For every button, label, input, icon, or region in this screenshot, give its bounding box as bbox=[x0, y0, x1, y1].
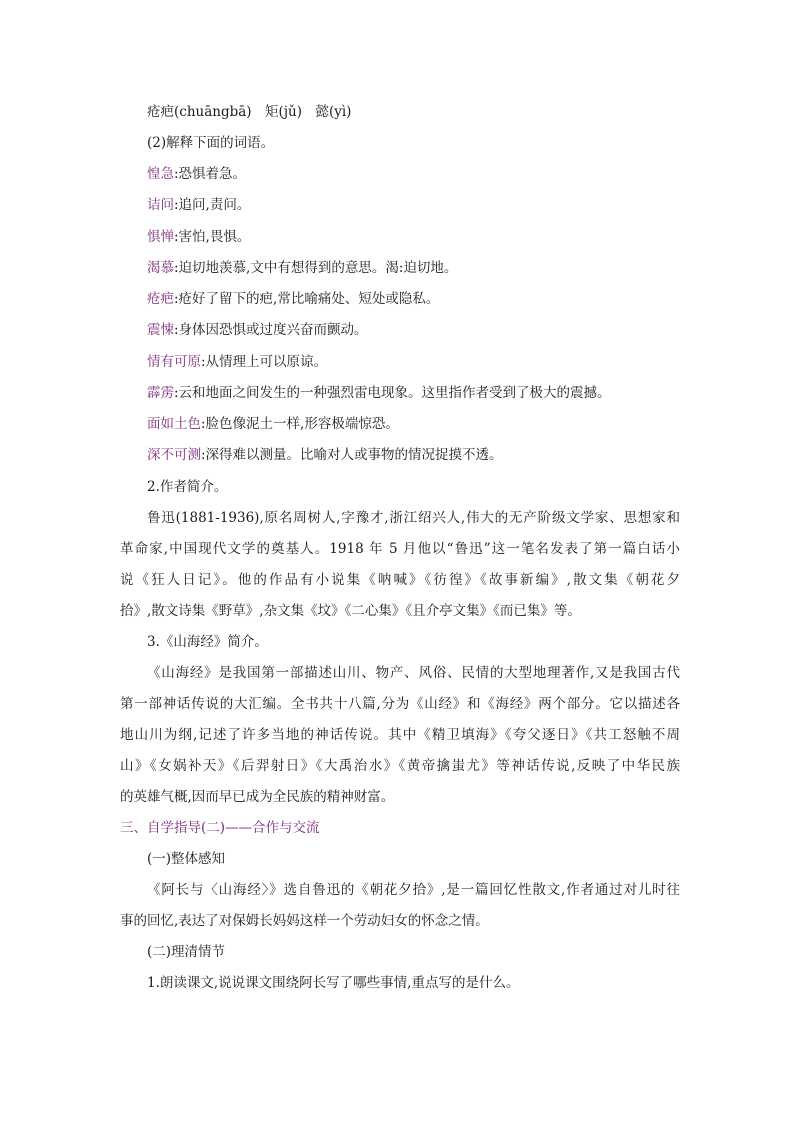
vocab-term: 惶急 bbox=[147, 166, 174, 182]
vocab-definition: :疮好了留下的疤,常比喻痛处、短处或隐私。 bbox=[174, 291, 440, 307]
vocab-item bbox=[147, 289, 680, 309]
vocab-term: 震悚 bbox=[147, 322, 174, 338]
author-paragraph-line: 鲁迅(1881-1936),原名周树人,字豫才,浙江绍兴人,伟大的无产阶级文学家、思想家和 bbox=[147, 510, 680, 526]
vocab-section-title: (2)解释下面的词语。 bbox=[147, 135, 275, 151]
overall-paragraph-line: 事的回忆,表达了对保姆长妈妈这样一个劳动妇女的怀念之情。 bbox=[120, 913, 489, 929]
vocab-definition: :云和地面之间发生的一种强烈雷电现象。这里指作者受到了极大的震撼。 bbox=[174, 385, 611, 401]
vocab-term: 惧惮 bbox=[147, 229, 174, 245]
vocab-item bbox=[147, 320, 680, 340]
shanhaijing-paragraph-line: 的英雄气概,因而早已成为全民族的精神财富。 bbox=[120, 789, 395, 805]
plot-title: (二)理清情节 bbox=[147, 944, 226, 960]
vocab-definition: :恐惧着急。 bbox=[174, 166, 247, 182]
vocab-definition: :深得难以测量。比喻对人或事物的情况捉摸不透。 bbox=[201, 447, 503, 463]
shanhaijing-intro-title: 3.《山海经》简介。 bbox=[147, 634, 268, 650]
shanhaijing-paragraph-line: 《山海经》是我国第一部描述山川、物产、风俗、民情的大型地理著作,又是我国古代 bbox=[147, 665, 680, 681]
vocab-item bbox=[147, 352, 680, 372]
author-paragraph-line: 拾》,散文诗集《野草》,杂文集《坟》《二心集》《且介亭文集》《而已集》等。 bbox=[120, 603, 581, 619]
vocab-item bbox=[147, 258, 680, 278]
author-intro-title: 2.作者简介。 bbox=[147, 479, 228, 495]
vocab-term: 渴慕 bbox=[147, 260, 174, 276]
plot-question: 1.朗读课文,说说课文围绕阿长写了哪些事情,重点写的是什么。 bbox=[147, 975, 520, 991]
vocab-item bbox=[147, 445, 680, 465]
vocab-item bbox=[147, 227, 680, 247]
vocab-term: 深不可测 bbox=[147, 447, 201, 463]
author-paragraph-line: 说《狂人日记》。他的作品有小说集《呐喊》《彷徨》《故事新编》,散文集《朝花夕 bbox=[120, 572, 680, 588]
vocab-term: 诘问 bbox=[147, 197, 174, 213]
shanhaijing-paragraph-line: 山》《女娲补天》《后羿射日》《大禹治水》《黄帝擒蚩尤》等神话传说,反映了中华民族 bbox=[120, 758, 680, 774]
vocab-item bbox=[147, 414, 680, 434]
vocab-term: 情有可原 bbox=[147, 354, 201, 370]
shanhaijing-paragraph-line: 地山川为纲,记述了许多当地的神话传说。其中《精卫填海》《夸父逐日》《共工怒触不周 bbox=[120, 727, 680, 743]
shanhaijing-paragraph-line: 第一部神话传说的大汇编。全书共十八篇,分为《山经》和《海经》两个部分。它以描述各 bbox=[120, 696, 680, 712]
author-paragraph-line: 革命家,中国现代文学的奠基人。1918 年 5 月他以“鲁迅”这一笔名发表了第一篇白话小 bbox=[120, 541, 680, 557]
vocab-definition: :追问,责问。 bbox=[174, 197, 251, 213]
vocab-definition: :害怕,畏惧。 bbox=[174, 229, 251, 245]
vocab-definition: :脸色像泥土一样,形容极端惊恐。 bbox=[201, 416, 399, 432]
vocab-term: 疮疤 bbox=[147, 291, 174, 307]
section-three-heading: 三、自学指导(二)——合作与交流 bbox=[120, 820, 320, 836]
overall-paragraph-line: 《阿长与〈山海经〉》选自鲁迅的《朝花夕拾》,是一篇回忆性散文,作者通过对儿时往 bbox=[147, 882, 680, 898]
vocab-term: 面如土色 bbox=[147, 416, 201, 432]
vocab-definition: :从情理上可以原谅。 bbox=[201, 354, 328, 370]
overall-perception-title: (一)整体感知 bbox=[147, 851, 226, 867]
vocab-term: 霹雳 bbox=[147, 385, 174, 401]
vocab-definition: :身体因恐惧或过度兴奋而颤动。 bbox=[174, 322, 368, 338]
pronunciation-line: 疮疤(chuāngbā) 矩(jǔ) 懿(yì) bbox=[147, 104, 352, 120]
vocab-item bbox=[147, 164, 680, 184]
vocab-item bbox=[147, 383, 680, 403]
vocab-definition: :迫切地羡慕,文中有想得到的意思。渴:迫切地。 bbox=[174, 260, 458, 276]
vocab-item bbox=[147, 195, 680, 215]
